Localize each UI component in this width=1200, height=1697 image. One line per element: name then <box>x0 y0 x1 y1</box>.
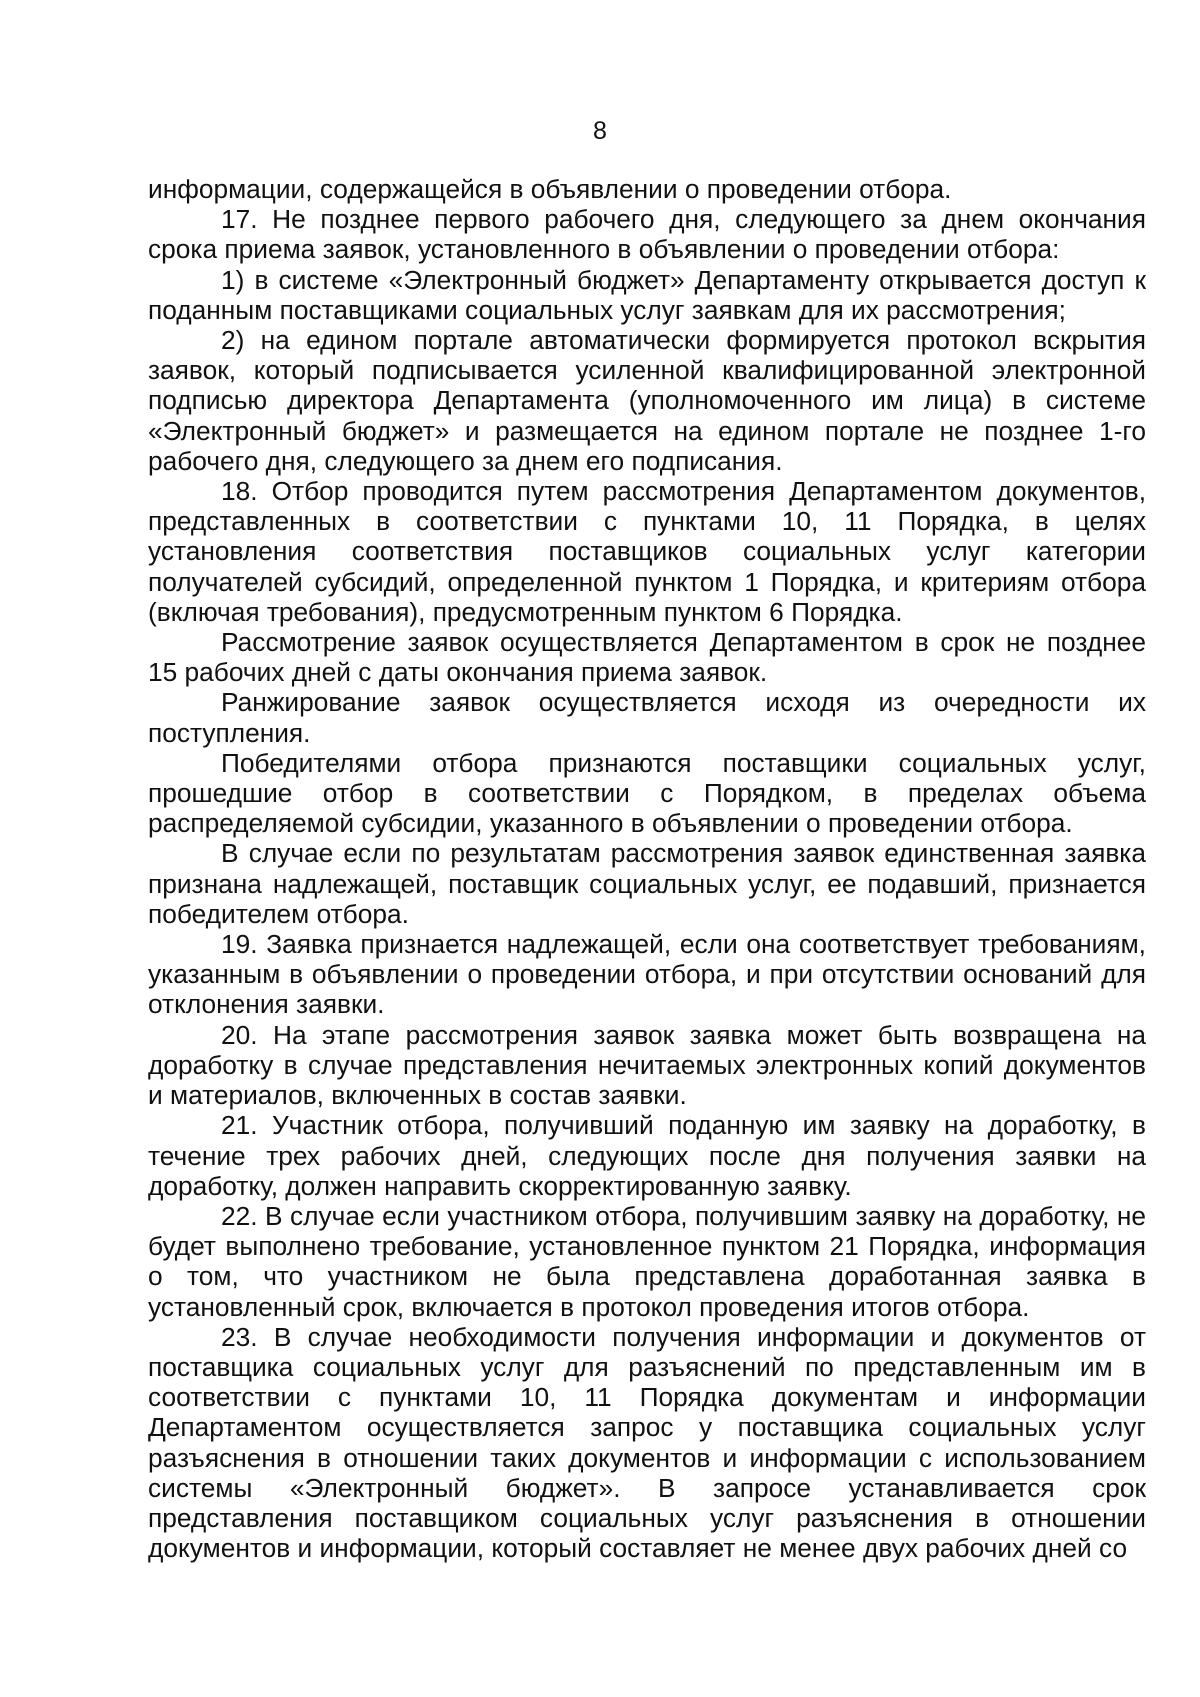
paragraph-18-single-application: В случае если по результатам рассмотрения заявок единственная заявка признана надлежащей, поставщик социальных услуг, ее подавший, признается победителем отбора. <box>148 838 1146 929</box>
document-body <box>148 174 1146 1563</box>
paragraph-18-winners: Победителями отбора признаются поставщики социальных услуг, прошедшие отбор в соответствии с Порядком, в пределах объема распределяемой субсидии, указанного в объявлении о проведении отбора. <box>148 747 1146 839</box>
paragraph-20: 20. На этапе рассмотрения заявок заявка может быть возвращена на доработку в случае представления нечитаемых электронных копий документов и материалов, включенных в состав заявки. <box>148 1019 1146 1111</box>
paragraph-17-item-1: 1) в системе «Электронный бюджет» Департаменту открывается доступ к поданным поставщиками социальных услуг заявкам для их рассмотрения; <box>148 264 1146 325</box>
paragraph-17-item-2: 2) на едином портале автоматически формируется протокол вскрытия заявок, который подписывается усиленной квалифицированной электронной подписью директора Департамента (уполномоченного им лица) в системе «Электронный бюджет» и размещается на едином портале не позднее 1-го рабочего дня, следующего за днем его подписания. <box>148 325 1146 476</box>
paragraph-19: 19. Заявка признается надлежащей, если она соответствует требованиям, указанным в объявлении о проведении отбора, и при отсутствии оснований для отклонения заявки. <box>148 929 1146 1020</box>
paragraph-18-ranking: Ранжирование заявок осуществляется исходя из очередности их поступления. <box>148 687 1146 748</box>
paragraph-18: 18. Отбор проводится путем рассмотрения Департаментом документов, представленных в соответствии с пунктами 10, 11 Порядка, в целях установления соответствия поставщиков социальных услуг категории получателей субсидий, определенной пунктом 1 Порядка, и критериям отбора (включая требования), предусмотренным пунктом 6 Порядка. <box>148 476 1146 627</box>
paragraph-17: 17. Не позднее первого рабочего дня, следующего за днем окончания срока приема заявок, установленного в объявлении о проведении отбора: <box>148 204 1146 265</box>
paragraph-21: 21. Участник отбора, получивший поданную им заявку на доработку, в течение трех рабочих дней, следующих после дня получения заявки на доработку, должен направить скорректированную заявку. <box>148 1110 1146 1201</box>
paragraph-22: 22. В случае если участником отбора, получившим заявку на доработку, не будет выполнено требование, установленное пунктом 21 Порядка, информация о том, что участником не была представлена доработанная заявка в установленный срок, включается в протокол проведения итогов отбора. <box>148 1200 1146 1322</box>
paragraph-18-review-term: Рассмотрение заявок осуществляется Департаментом в срок не позднее 15 рабочих дней с даты окончания приема заявок. <box>148 627 1146 688</box>
paragraph-continuation: информации, содержащейся в объявлении о проведении отбора. <box>148 174 952 204</box>
paragraph-23: 23. В случае необходимости получения информации и документов от поставщика социальных услуг для разъяснений по представленным им в соответствии с пунктами 10, 11 Порядка документам и информации Департаментом осуществляется запрос у поставщика социальных услуг разъяснения в отношении таких документов и информации с использованием системы «Электронный бюджет». В запросе устанавливается срок представления поставщиком социальных услуг разъяснения в отношении документов и информации, который составляет не менее двух рабочих дней со <box>148 1321 1146 1564</box>
page-number: 8 <box>593 117 607 145</box>
